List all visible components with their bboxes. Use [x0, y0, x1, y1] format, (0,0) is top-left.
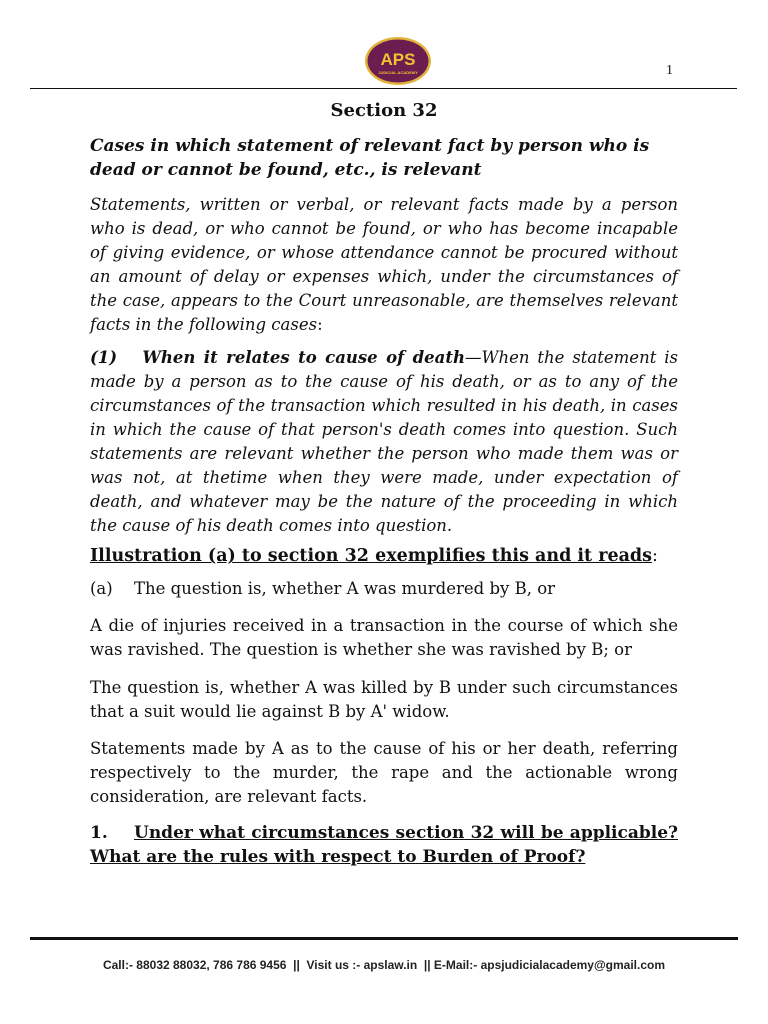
illustration-item-a: [90, 577, 678, 601]
logo-subtext: JUDICIAL ACADEMY: [378, 70, 418, 75]
illustration-heading-colon: :: [652, 546, 658, 567]
page-number: 1: [666, 63, 673, 78]
illustration-item-label: (a): [90, 579, 113, 599]
clause-1: [90, 346, 678, 539]
footer-divider: [30, 937, 738, 940]
logo-text: APS: [380, 50, 416, 69]
footer-contact: Call:- 88032 88032, 786 786 9456 || Visit us :- apslaw.in || E-Mail:- apsjudicialacademy@gmail.com: [102, 958, 666, 972]
illustration-para-3: Statements made by A as to the cause of his or her death, referring respectively to the murder, the rape and the actionable wrong consideration, are relevant facts.: [90, 738, 678, 806]
document-body: [90, 98, 678, 869]
illustration-para-1: A die of injuries received in a transaction in the course of which she was ravished. The question is whether she was ravished by B; or: [90, 616, 678, 660]
clause-1-heading: (1) When it relates to cause of death: [90, 347, 465, 367]
illustration-item-text: The question is, whether A was murdered by B, or: [134, 579, 556, 599]
illustration-para-2: The question is, whether A was killed by B under such circumstances that a suit would lie against B by A' widow.: [90, 677, 678, 721]
illustration-heading-text: Illustration (a) to section 32 exemplifies this and it reads: [90, 546, 653, 567]
illustration-heading: [90, 544, 678, 568]
section-intro-colon: :: [317, 315, 323, 335]
section-heading: Section 32: [330, 100, 438, 121]
question-text: Under what circumstances section 32 will be applicable? What are the rules with respect to Burden of Proof?: [90, 822, 678, 867]
section-subtitle: Cases in which statement of relevant fact by person who is dead or cannot be found, etc., is relevant: [90, 136, 650, 180]
question-heading: [90, 821, 678, 869]
aps-logo: [364, 36, 432, 86]
clause-1-body: —When the statement is made by a person as to the cause of his death, or as to any of the circumstances of the transaction which resulted in his death, in cases in which the cause of that person's death comes into question. Such statements are relevant whether the person who made them was or was not, at thetime when they were made, under expectation of death, and whatever may be the nature of the proceeding in which the cause of his death comes into question.: [90, 347, 679, 536]
question-number: 1.: [90, 822, 108, 843]
header-divider: [30, 88, 737, 89]
section-intro-text: Statements, written or verbal, or relevant facts made by a person who is dead, or who cannot be found, or who has become incapable of giving evidence, or whose attendance cannot be procured without an amount of delay or expenses which, under the circumstances of the case, appears to the Court unreasonable, are themselves relevant facts in the following cases: [90, 195, 678, 335]
section-intro: [90, 193, 678, 338]
